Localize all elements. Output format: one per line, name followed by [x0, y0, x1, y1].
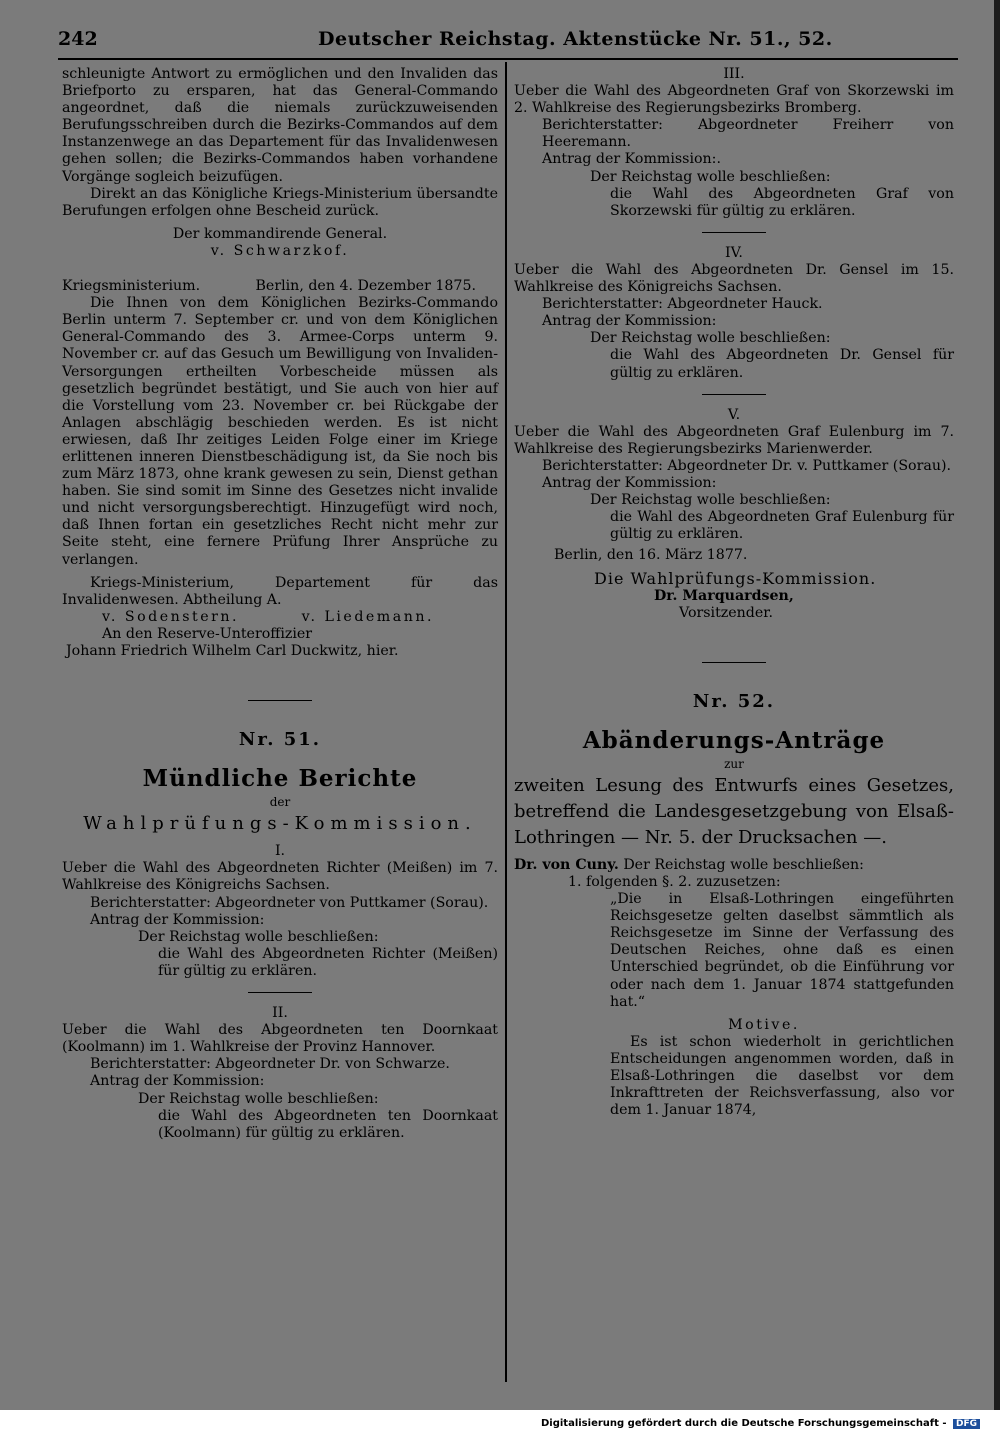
separator: [702, 394, 766, 395]
section-heading: Ueber die Wahl des Abgeordneten Graf von Skorzewski im 2. Wahlkreise des Regierungsbezirks Bromberg.: [514, 83, 954, 117]
section-text: die Wahl des Abgeordneten Richter (Meißen) für gültig zu erklären.: [158, 945, 498, 979]
document-subtitle: zweiten Lesung des Entwurfs eines Gesetzes, betreffend die Landesgesetzgebung von Elsaß-Lothringen — Nr. 5. der Drucksachen —.: [514, 774, 954, 848]
section-antrag: Antrag der Kommission:: [90, 1073, 265, 1090]
paragraph: Direkt an das Königliche Kriegs-Ministerium übersandte Berufungen erfolgen ohne Bescheid zurück.: [62, 185, 498, 219]
document-title: Mündliche Berichte: [142, 765, 418, 793]
section-antrag: Antrag der Kommission:: [542, 313, 717, 330]
left-column: [62, 66, 498, 1142]
section-numeral: II.: [272, 1005, 288, 1022]
signature-name: v. Liedemann.: [301, 608, 434, 625]
motive-text: Es ist schon wiederholt in gerichtlichen Entscheidungen angenommen worden, daß in Elsaß-Lothringen die daselbst vor dem Inkrafttreten der Reichsverfassung, also vor dem 1. Januar 1874,: [610, 1033, 954, 1119]
signature-title: Der kommandirende General.: [172, 225, 388, 242]
dateline: [62, 278, 498, 295]
section-reporter: Berichterstatter: Abgeordneter Dr. v. Puttkamer (Sorau).: [542, 457, 952, 474]
page-header: [58, 28, 958, 56]
mover-name: Dr. von Cuny.: [514, 856, 619, 873]
footer-credit: [541, 1418, 980, 1429]
separator: [248, 700, 312, 701]
document-subtitle: Wahlprüfungs-Kommission.: [83, 813, 477, 835]
section-resolve: Der Reichstag wolle beschließen:: [590, 168, 831, 185]
page-number: 242: [58, 28, 98, 50]
chair-role: Vorsitzender.: [679, 604, 774, 621]
section-resolve: Der Reichstag wolle beschließen:: [590, 330, 831, 347]
section-reporter: Berichterstatter: Abgeordneter Freiherr von Heeremann.: [542, 117, 954, 151]
motion-quote: „Die in Elsaß-Lothringen eingeführten Reichsgesetze gelten daselbst sämmtlich als Reichsgesetze im Sinne der Verfassung des Deutschen Reiches, ohne daß es einen Unterschied begründet, ob die Einführung vor oder nach dem 1. Januar 1874 stattgefunden hat.“: [610, 891, 954, 1010]
section-antrag: Antrag der Kommission:: [90, 911, 265, 928]
separator: [702, 662, 766, 663]
document-number: Nr. 52.: [692, 690, 776, 712]
section-heading: Ueber die Wahl des Abgeordneten Richter (Meißen) im 7. Wahlkreise des Königreichs Sachsen.: [62, 860, 498, 894]
paragraph: Die Ihnen von dem Königlichen Bezirks-Commando Berlin unterm 7. September cr. und von dem Königlichen General-Commando des 3. Armee-Corps unterm 9. November cr. auf das Gesuch um Bewilligung von Invaliden-Versorgungen ertheilten Vorbescheide müssen als gesetzlich begründet bestätigt, und Sie auch von hier auf die Vorstellung vom 23. November cr. bei Rückgabe der Anlagen abschlägig beschieden werden. Es ist nicht erwiesen, daß Ihr zeitiges Leiden Folge einer im Kriege erlittenen inneren Dienstbeschädigung ist, da Sie noch bis zum März 1873, ohne krank gewesen zu sein, Dienst gethan haben. Sie sind somit im Sinne des Gesetzes nicht invalide und nicht versorgungsberechtigt. Hinzugefügt wird noch, daß Ihnen fortan ein gesetzliches Recht nicht mehr zur Seite steht, eine fernere Prüfung Ihrer Ansprüche zu verlangen.: [62, 295, 498, 568]
motive-heading: Motive.: [728, 1016, 800, 1033]
section-text: die Wahl des Abgeordneten Graf von Skorzewski für gültig zu erklären.: [610, 185, 954, 219]
section-heading: Ueber die Wahl des Abgeordneten Graf Eulenburg im 7. Wahlkreise des Regierungsbezirks Marienwerder.: [514, 423, 954, 457]
connector-word: der: [269, 795, 291, 810]
separator: [248, 992, 312, 993]
header-rule: [58, 58, 958, 60]
section-text: die Wahl des Abgeordneten Dr. Gensel für gültig zu erklären.: [610, 347, 954, 381]
running-title: Deutscher Reichstag. Aktenstücke Nr. 51., 52.: [318, 28, 833, 50]
footer-text: Digitalisierung gefördert durch die Deutsche Forschungsgemeinschaft -: [540, 1418, 947, 1429]
motion-item: 1. folgenden §. 2. zuzusetzen:: [568, 874, 781, 890]
signature-name: v. Sodenstern.: [102, 608, 240, 625]
chair-name: Dr. Marquardsen,: [654, 587, 794, 604]
section-antrag: Antrag der Kommission:.: [542, 151, 721, 168]
address-line: An den Reserve-Unteroffizier: [102, 625, 313, 642]
section-text: die Wahl des Abgeordneten ten Doornkaat (Koolmann) für gültig zu erklären.: [158, 1107, 498, 1141]
signature-office: Kriegs-Ministerium, Departement für das Invalidenwesen. Abtheilung A.: [62, 574, 498, 608]
motion-line: [514, 857, 954, 874]
column-divider: [505, 62, 507, 1382]
paragraph: schleunigte Antwort zu ermöglichen und den Invaliden das Briefporto zu ersparen, hat das General-Commando angeordnet, daß die niemals zurückzuweisenden Berufungsschreiben durch die Bezirks-Commandos auf dem Instanzenwege an das Departement für das Invalidenwesen gehen sollen; die Bezirks-Commandos haben vorhandene Vorgänge sogleich beizufügen.: [62, 66, 498, 185]
connector-word: zur: [724, 756, 744, 771]
separator: [702, 232, 766, 233]
address-line: Johann Friedrich Wilhelm Carl Duckwitz, hier.: [66, 643, 399, 659]
report-date: Berlin, den 16. März 1877.: [554, 547, 748, 564]
section-numeral: I.: [274, 843, 286, 860]
section-reporter: Berichterstatter: Abgeordneter von Puttkamer (Sorau).: [90, 894, 489, 911]
section-reporter: Berichterstatter: Abgeordneter Dr. von Schwarze.: [90, 1056, 450, 1073]
section-resolve: Der Reichstag wolle beschließen:: [138, 1090, 379, 1107]
section-text: die Wahl des Abgeordneten Graf Eulenburg für gültig zu erklären.: [610, 509, 954, 543]
document-number: Nr. 51.: [238, 729, 322, 751]
signature-names: [62, 609, 498, 626]
section-reporter: Berichterstatter: Abgeordneter Hauck.: [542, 296, 823, 313]
right-column: [514, 66, 954, 1119]
motion-resolve: Der Reichstag wolle beschließen:: [623, 856, 864, 873]
section-heading: Ueber die Wahl des Abgeordneten ten Doornkaat (Koolmann) im 1. Wahlkreise der Provinz Hannover.: [62, 1022, 498, 1056]
dateline-date: Berlin, den 4. Dezember 1875.: [255, 278, 476, 295]
section-heading: Ueber die Wahl des Abgeordneten Dr. Gensel im 15. Wahlkreise des Königreichs Sachsen.: [514, 261, 954, 296]
scan-edge: [994, 0, 1000, 1410]
section-numeral: V.: [727, 406, 741, 423]
dfg-logo: DFG: [953, 1419, 980, 1429]
section-resolve: Der Reichstag wolle beschließen:: [590, 492, 831, 509]
section-antrag: Antrag der Kommission:: [542, 474, 717, 491]
signature-name: v. Schwarzkof.: [210, 242, 350, 259]
section-resolve: Der Reichstag wolle beschließen:: [138, 928, 379, 945]
commission-name: Die Wahlprüfungs-Kommission.: [594, 569, 877, 589]
dateline-place: Kriegsministerium.: [62, 278, 201, 295]
section-numeral: IV.: [725, 244, 743, 261]
section-numeral: III.: [723, 66, 745, 82]
document-title: Abänderungs-Anträge: [582, 726, 886, 754]
